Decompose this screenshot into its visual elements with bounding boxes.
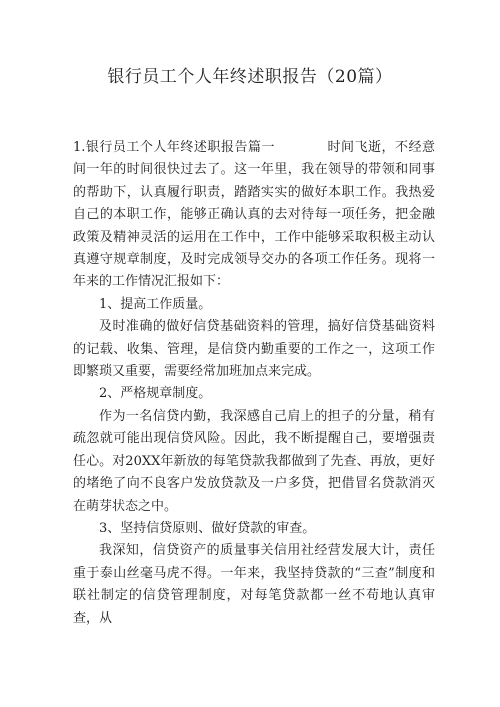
section-3-text: 我深知，信贷资产的质量事关信用社经营发展大计，责任重于泰山丝毫马虎不得。一年来，我坚持贷款的“三查”制度和联社制定的信贷管理制度，对每笔贷款都一丝不苟地认真审查，从 — [73, 543, 435, 626]
intro-text: 时间飞逝，不经意间一年的时间很快过去了。这一年里，我在领导的带领和同事的帮助下，认真履行职责，踏踏实实的做好本职工作。我热爱自己的本职工作，能够正确认真的去对待每一项任务，把金融政策及精神灵活的运用在工作中，工作中能够采取积极主动认真遵守规章制度，及时完成领导交办的各项工作任务。现将一年来的工作情况汇报如下： — [73, 140, 435, 290]
document-title: 银行员工个人年终述职报告（20篇） — [107, 67, 393, 87]
section-2-text: 作为一名信贷内勤，我深感自己肩上的担子的分量，稍有疏忽就可能出现信贷风险。因此，我不断提醒自己，要增强责任心。对20XX年新放的每笔贷款我都做到了先查、再放，更好的堵绝了向不良客户发放贷款及一户多贷，把借冒名贷款消灭在萌芽状态之中。 — [73, 408, 435, 514]
intro-paragraph — [73, 137, 435, 294]
report-heading: 1.银行员工个人年终述职报告篇一 — [73, 140, 275, 155]
document-body — [73, 137, 435, 630]
section-1-text: 及时准确的做好信贷基础资料的管理，搞好信贷基础资料的记载、收集、管理，是信贷内勤重要的工作之一，这项工作即繁琐又重要，需要经常加班加点来完成。 — [73, 319, 435, 380]
section-2-heading: 2、严格规章制度。 — [99, 386, 212, 402]
section-1-heading: 1、提高工作质量。 — [99, 296, 212, 312]
section-3-heading: 3、坚持信贷原则、做好贷款的审查。 — [99, 520, 316, 536]
